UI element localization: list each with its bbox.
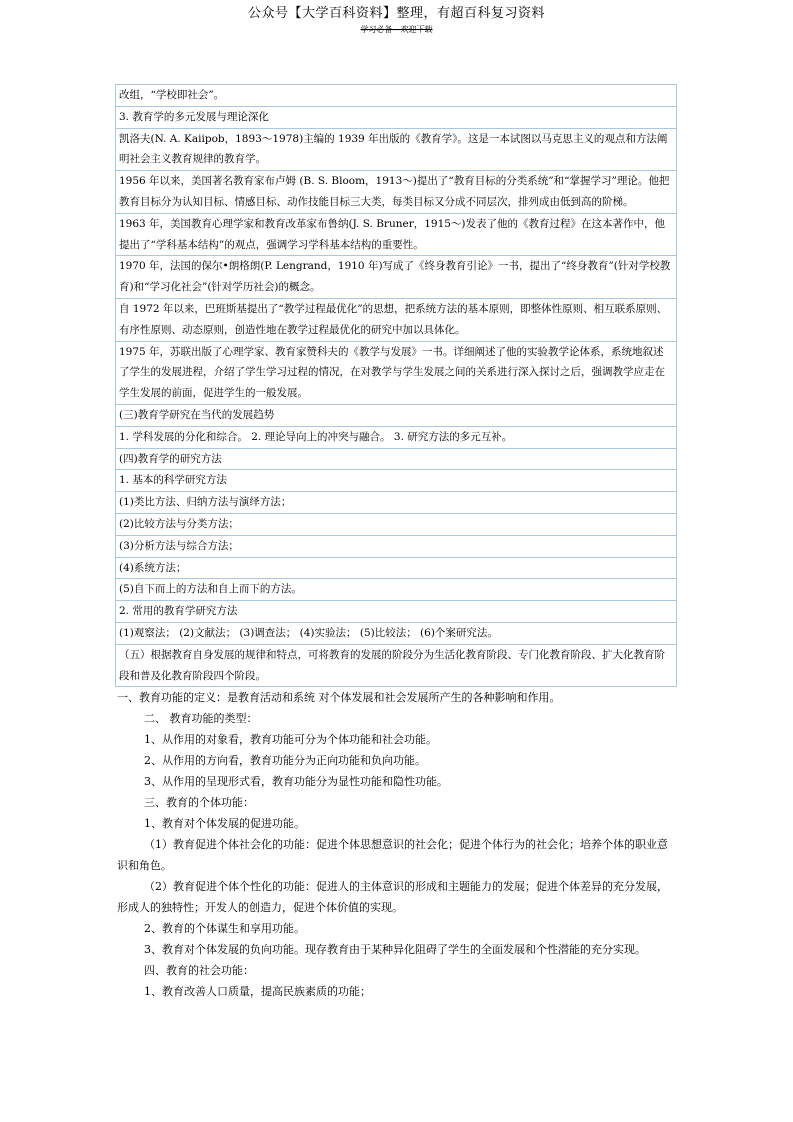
paragraph: 一、教育功能的定义：是教育活动和系统 对个体发展和社会发展所产生的各种影响和作用。 [117,691,561,704]
table-row: 2. 常用的教育学研究方法 [115,600,677,623]
table-row: 自 1972 年以来，巴班斯基提出了“教学过程最优化”的思想，把系统方法的基本原则，即整体性原则、相互联系原则、有序性原则、动态原则，创造性地在教学过程最优化的研究中加以具体化。 [115,298,677,342]
header-title: 公众号【大学百科资料】整理，有超百科复习资料 [247,6,545,21]
table-row: (三)教育学研究在当代的发展趋势 [115,404,677,427]
paragraph: （2）教育促进个体个性化的功能：促进人的主体意识的形成和主题能力的发展；促进个体差异的充分发展，形成人的独特性；开发人的创造力，促进个体价值的实现。 [117,880,668,914]
content-table [115,84,677,687]
table-row: 凯洛夫(N. A. Kaiipob，1893～1978)主编的 1939 年出版的《教育学》。这是一本试图以马克思主义的观点和方法阐明社会主义教育规律的教育学。 [115,128,677,172]
table-row: (1)类比方法、归纳方法与演绎方法； [115,491,677,514]
list-item: 3、教育对个体发展的负向功能。现存教育由于某种异化阻碍了学生的全面发展和个性潜能的充分实现。 [144,943,646,956]
table-row: 改组，“学校即社会”。 [115,84,677,107]
list-item: 1、从作用的对象看，教育功能可分为个体功能和社会功能。 [144,733,437,746]
table-row: 1. 基本的科学研究方法 [115,469,677,492]
list-item: 3、从作用的呈现形式看，教育功能分为显性功能和隐性功能。 [144,775,448,788]
paragraph: （1）教育促进个体社会化的功能：促进个体思想意识的社会化；促进个体行为的社会化；培养个体的职业意识和角色。 [117,838,668,872]
list-item: 1、教育改善人口质量，提高民族素质的功能； [144,985,371,998]
table-row: 1. 学科发展的分化和综合。 2. 理论导向上的冲突与融合。 3. 研究方法的多元互补。 [115,426,677,449]
list-item: 2、从作用的方向看，教育功能分为正向功能和负向功能。 [144,754,426,767]
table-row: (3)分析方法与综合方法； [115,535,677,558]
table-row: 3. 教育学的多元发展与理论深化 [115,106,677,129]
table-row: (四)教育学的研究方法 [115,448,677,471]
list-item: 1、教育对个体发展的促进功能。 [144,817,305,830]
table-row: 1970 年，法国的保尔•朗格朗(P. Lengrand，1910 年)写成了《终身教育引论》一书，提出了“终身教育”(针对学校教育)和“学习化社会”(针对学历社会)的概念。 [115,255,677,299]
table-row: 1975 年，苏联出版了心理学家、教育家赞科夫的《教学与发展》一书。详细阐述了他的实验教学论体系，系统地叙述了学生的发展进程，介绍了学生学习过程的情况，在对教学与学生发展之间的关系进行深入探讨之后，强调教学应走在学生发展的前面，促进学生的一般发展。 [115,341,677,405]
table-row: 1956 年以来，美国著名教育家布卢姆 (B. S. Bloom，1913～)提出了“教育目标的分类系统”和“掌握学习”理论。他把教育目标分为认知目标、情感目标、动作技能目标三大类，每类目标又分成不同层次，排列成由低到高的阶梯。 [115,170,677,214]
table-row: (5)自下而上的方法和自上而下的方法。 [115,578,677,601]
body-text [117,687,677,1002]
table-row: 1963 年，美国教育心理学家和教育改革家布鲁纳(J. S. Bruner，1915～)发表了他的《教育过程》在这本著作中，他提出了“学科基本结构”的观点，强调学习学科基本结构的重要性。 [115,213,677,257]
table-row: (4)系统方法； [115,557,677,580]
header-subtitle: 学习必备---欢迎下载 [360,25,433,34]
section-heading: 三、教育的个体功能： [144,796,254,809]
section-heading: 二、 教育功能的类型： [144,712,258,725]
page-header [0,6,793,35]
table-row: (2)比较方法与分类方法； [115,513,677,536]
table-row: (1)观察法； (2)文献法； (3)调查法； (4)实验法； (5)比较法； (6)个案研究法。 [115,622,677,645]
list-item: 2、教育的个体谋生和享用功能。 [144,922,305,935]
table-row: （五）根据教育自身发展的规律和特点，可将教育的发展的阶段分为生活化教育阶段、专门化教育阶段、扩大化教育阶段和普及化教育阶段四个阶段。 [115,644,677,688]
section-heading: 四、教育的社会功能： [144,964,254,977]
